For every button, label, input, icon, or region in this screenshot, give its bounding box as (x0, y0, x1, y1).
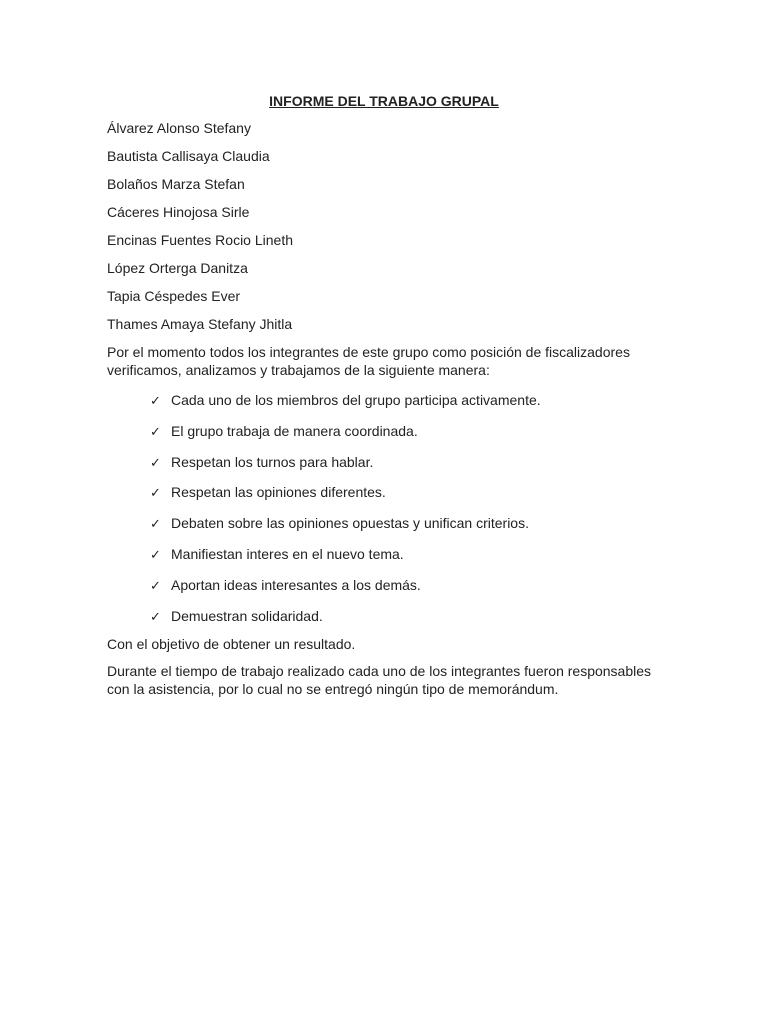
check-mark-icon: ✓ (150, 455, 161, 471)
check-mark-icon: ✓ (150, 486, 161, 502)
check-mark-icon: ✓ (150, 394, 161, 409)
member-name: Álvarez Alonso Stefany (107, 120, 251, 136)
check-mark-icon: ✓ (150, 547, 161, 563)
objective-paragraph: Con el objetivo de obtener un resultado. (107, 636, 356, 652)
checklist-item-text: Manifiestan interes en el nuevo tema. (171, 545, 404, 562)
member-name: Encinas Fuentes Rocio Lineth (107, 232, 293, 248)
checklist-item (150, 483, 541, 514)
member-list (107, 119, 293, 343)
check-mark-icon: ✓ (150, 578, 161, 594)
checklist-item-text: El grupo trabaja de manera coordinada. (171, 422, 418, 439)
checklist-item-text: Aportan ideas interesantes a los demás. (171, 576, 421, 593)
check-mark-icon: ✓ (150, 609, 161, 625)
member-name: Bautista Callisaya Claudia (107, 148, 270, 164)
document-title: INFORME DEL TRABAJO GRUPAL (269, 93, 499, 109)
member-name: López Orterga Danitza (107, 260, 248, 276)
member-name: Tapia Céspedes Ever (107, 288, 241, 304)
check-mark-icon: ✓ (150, 517, 161, 533)
checklist-item (150, 576, 541, 607)
member-name: Bolaños Marza Stefan (107, 176, 245, 192)
closing-paragraph: Durante el tiempo de trabajo realizado cada uno de los integrantes fueron responsables con la asistencia, por lo cual no se entregó ningún tipo de memorándum. (107, 663, 652, 697)
checklist-item (150, 391, 541, 422)
checklist-item-text: Cada uno de los miembros del grupo participa activamente. (171, 392, 541, 408)
checklist-item (150, 607, 541, 638)
checklist-item-text: Respetan las opiniones diferentes. (171, 484, 386, 501)
checklist-item-text: Debaten sobre las opiniones opuestas y unifican criterios. (171, 515, 529, 532)
intro-paragraph: Por el momento todos los integrantes de este grupo como posición de fiscalizadores verificamos, analizamos y trabajamos de la siguiente manera: (107, 344, 630, 378)
checklist-item-text: Demuestran solidaridad. (171, 607, 323, 624)
checklist-item (150, 514, 541, 545)
checklist-item (150, 545, 541, 576)
member-name: Thames Amaya Stefany Jhitla (107, 316, 293, 332)
checklist (150, 391, 541, 637)
checklist-item (150, 422, 541, 453)
checklist-item-text: Respetan los turnos para hablar. (171, 453, 374, 470)
member-name: Cáceres Hinojosa Sirle (107, 204, 250, 220)
checklist-item (150, 453, 541, 484)
check-mark-icon: ✓ (150, 424, 161, 440)
